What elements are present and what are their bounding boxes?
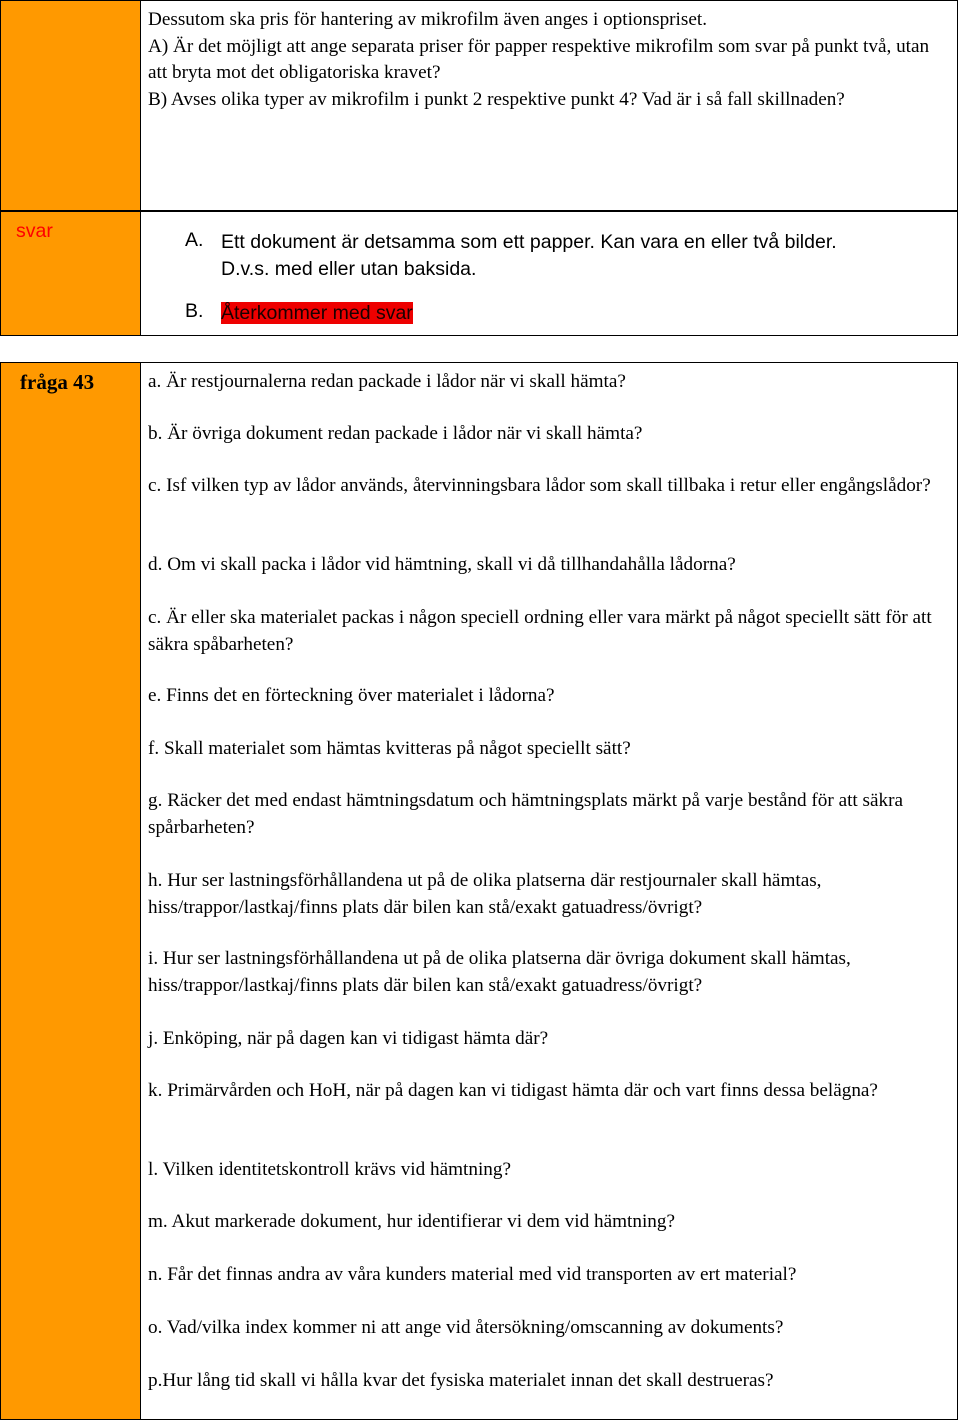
answer-label-cell bbox=[0, 211, 141, 336]
question-line: B) Avses olika typer av mikrofilm i punkt 2 respektive punkt 4? Vad är i så fall skillnaden? bbox=[148, 88, 845, 110]
answer-letter: B. bbox=[185, 300, 204, 322]
question-item: h. Hur ser lastningsförhållandena ut på de olika platserna där restjournaler skall hämtas, hiss/trappor/lastkaj/finns plats där bilen kan stå/exakt gatuadress/övrigt? bbox=[148, 870, 822, 918]
answer-label: svar bbox=[16, 220, 53, 242]
question-label-cell bbox=[0, 362, 141, 1420]
question-item: l. Vilken identitetskontroll krävs vid hämtning? bbox=[148, 1159, 512, 1180]
question-item: c. Isf vilken typ av lådor används, återvinningsbara lådor som skall tillbaka i retur eller engångslådor? bbox=[148, 475, 931, 496]
question-item: m. Akut markerade dokument, hur identifierar vi dem vid hämtning? bbox=[148, 1211, 675, 1232]
answer-cell bbox=[141, 211, 958, 336]
question-list-cell bbox=[141, 362, 958, 1420]
question-item: o. Vad/vilka index kommer ni att ange vid återsökning/omscanning av dokuments? bbox=[148, 1317, 784, 1338]
question-item: k. Primärvården och HoH, när på dagen kan vi tidigast hämta där och vart finns dessa belägna? bbox=[148, 1080, 878, 1101]
question-item: b. Är övriga dokument redan packade i lådor när vi skall hämta? bbox=[148, 423, 643, 444]
question-item: g. Räcker det med endast hämtningsdatum och hämtningsplats märkt på varje bestånd för att säkra spårbarheten? bbox=[148, 790, 904, 838]
question-item: i. Hur ser lastningsförhållandena ut på de olika platserna där övriga dokument skall hämtas, hiss/trappor/lastkaj/finns plats där bilen kan stå/exakt gatuadress/övrigt? bbox=[148, 948, 851, 996]
question-line: Dessutom ska pris för hantering av mikrofilm även anges i optionspriset. bbox=[148, 9, 707, 30]
question-item: a. Är restjournalerna redan packade i lådor när vi skall hämta? bbox=[148, 371, 626, 392]
answer-row bbox=[0, 211, 960, 336]
question-item: p.Hur lång tid skall vi hålla kvar det fysiska materialet innan det skall destrueras? bbox=[148, 1370, 774, 1391]
question-text bbox=[148, 7, 949, 113]
question-item: j. Enköping, när på dagen kan vi tidigast hämta där? bbox=[148, 1028, 549, 1049]
question-number: fråga 43 bbox=[20, 370, 95, 394]
answer-text bbox=[221, 300, 413, 327]
answer-list bbox=[141, 212, 957, 335]
question-line: A) Är det möjligt att ange separata priser för papper respektive mikrofilm som svar på punkt två, utan att bryta mot det obligatoriska kravet? bbox=[148, 35, 930, 83]
question-row-43 bbox=[0, 362, 960, 1420]
answer-text bbox=[221, 229, 837, 283]
question-item: e. Finns det en förteckning över materialet i lådorna? bbox=[148, 685, 555, 706]
label-cell bbox=[0, 0, 141, 211]
highlighted-answer: Återkommer med svar bbox=[221, 302, 413, 324]
answer-line: D.v.s. med eller utan baksida. bbox=[221, 258, 477, 280]
question-item: d. Om vi skall packa i lådor vid hämtning, skall vi då tillhandahålla lådorna? bbox=[148, 554, 736, 575]
question-item: c. Är eller ska materialet packas i någon speciell ordning eller vara märkt på något speciellt sätt för att säkra spåbarheten? bbox=[148, 607, 932, 655]
question-item: f. Skall materialet som hämtas kvitteras på något speciellt sätt? bbox=[148, 738, 631, 759]
answer-letter: A. bbox=[185, 229, 204, 251]
question-item: n. Får det finnas andra av våra kunders material med vid transporten av ert material? bbox=[148, 1264, 797, 1285]
answer-line: Ett dokument är detsamma som ett papper. Kan vara en eller två bilder. bbox=[221, 231, 837, 253]
question-cell bbox=[141, 0, 958, 211]
question-row-continued bbox=[0, 0, 960, 211]
